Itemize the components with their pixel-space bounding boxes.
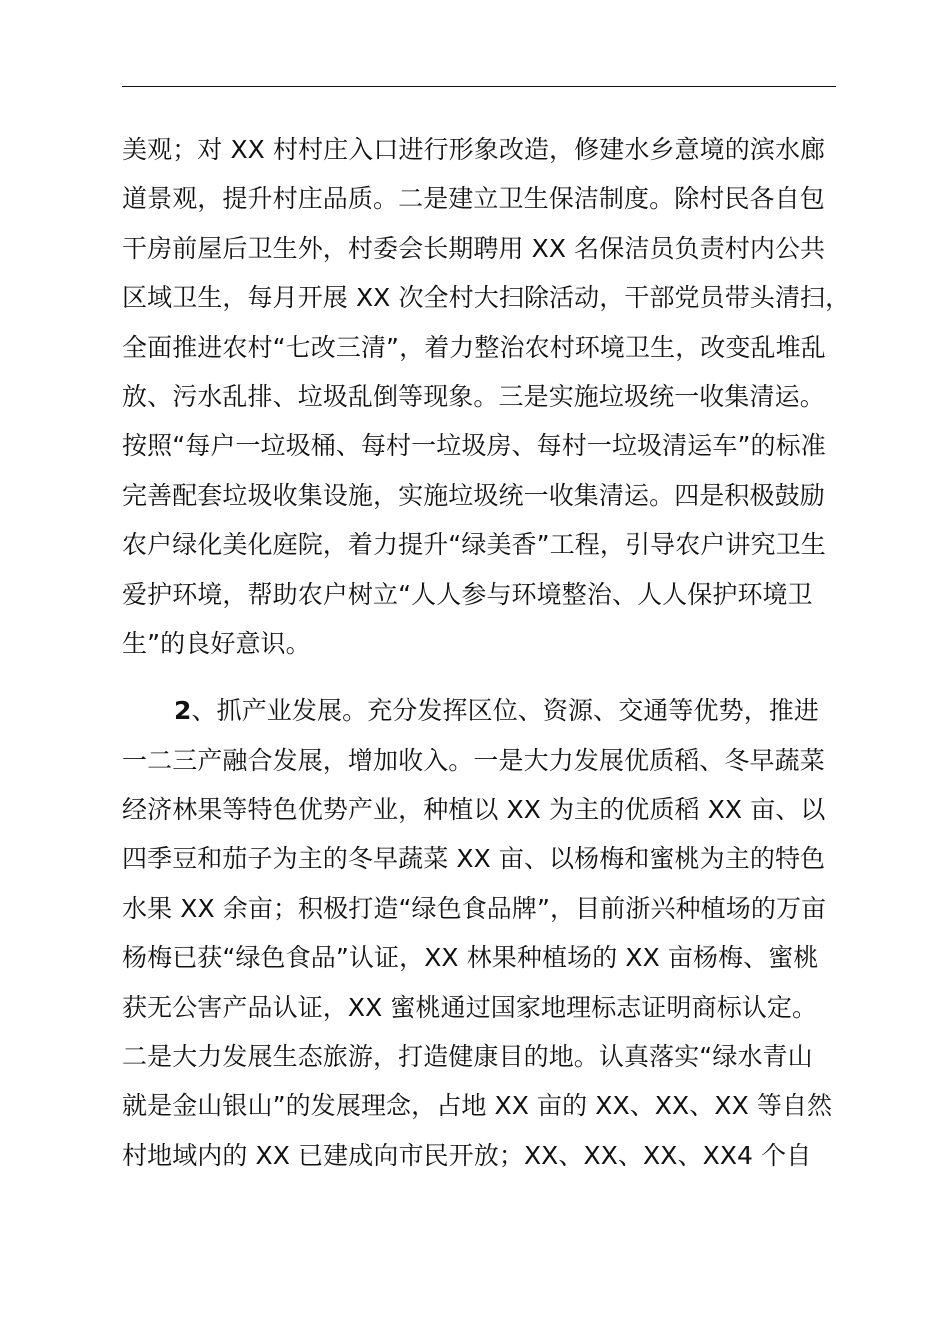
text-line-first	[122, 689, 836, 738]
text-line: 水果 XX 余亩；积极打造“绿色食品牌”，目前浙兴种植场的万亩	[122, 893, 827, 923]
document-body	[122, 128, 851, 1183]
text-line: 获无公害产品认证，XX 蜜桃通过国家地理标志证明商标认定。	[122, 992, 818, 1022]
text-line: 村地域内的 XX 已建成向市民开放；XX、XX、XX、XX4 个自	[122, 1140, 812, 1170]
paragraph-1	[122, 128, 851, 671]
text-line: 爱护环境，帮助农户树立“人人参与环境整治、人人保护环境卫	[122, 579, 813, 609]
text-line: 全面推进农村“七改三清”，着力整治农村环境卫生，改变乱堆乱	[122, 332, 826, 362]
text-line: 干房前屋后卫生外，村委会长期聘用 XX 名保洁员负责村内公共	[122, 233, 826, 263]
text-line: 道景观，提升村庄品质。二是建立卫生保洁制度。除村民各自包	[122, 184, 825, 214]
text-line: 经济林果等特色优势产业，种植以 XX 为主的优质稻 XX 亩、以	[122, 795, 826, 825]
text-line: 区域卫生，每月开展 XX 次全村大扫除活动，干部党员带头清扫，	[122, 283, 851, 313]
text-line: 生”的良好意识。	[122, 628, 311, 658]
section-heading-text: 、抓产业发展。充分发挥区位、资源、交通等优势，推进	[191, 696, 820, 726]
section-number: 2	[174, 696, 192, 726]
text-line: 就是金山银山”的发展理念，占地 XX 亩的 XX、XX、XX 等自然	[122, 1091, 833, 1121]
text-line: 完善配套垃圾收集设施，实施垃圾统一收集清运。四是积极鼓励	[122, 480, 825, 510]
text-line: 农户绿化美化庭院，着力提升“绿美香”工程，引导农户讲究卫生	[122, 530, 826, 560]
paragraph-2	[122, 689, 836, 1183]
text-line: 一二三产融合发展，增加收入。一是大力发展优质稻、冬早蔬菜	[122, 745, 825, 775]
text-line: 四季豆和茄子为主的冬早蔬菜 XX 亩、以杨梅和蜜桃为主的特色	[122, 844, 826, 874]
text-line: 放、污水乱排、垃圾乱倒等现象。三是实施垃圾统一收集清运。	[122, 381, 825, 411]
paragraph-gap	[122, 671, 836, 689]
text-line: 杨梅已获“绿色食品”认证，XX 林果种植场的 XX 亩杨梅、蜜桃	[122, 943, 819, 973]
text-line: 按照“每户一垃圾桶、每村一垃圾房、每村一垃圾清运车”的标准	[122, 431, 826, 461]
text-line: 美观；对 XX 村村庄入口进行形象改造，修建水乡意境的滨水廊	[122, 135, 826, 164]
text-line: 二是大力发展生态旅游，打造健康目的地。认真落实“绿水青山	[122, 1042, 813, 1072]
header-rule	[122, 86, 836, 87]
